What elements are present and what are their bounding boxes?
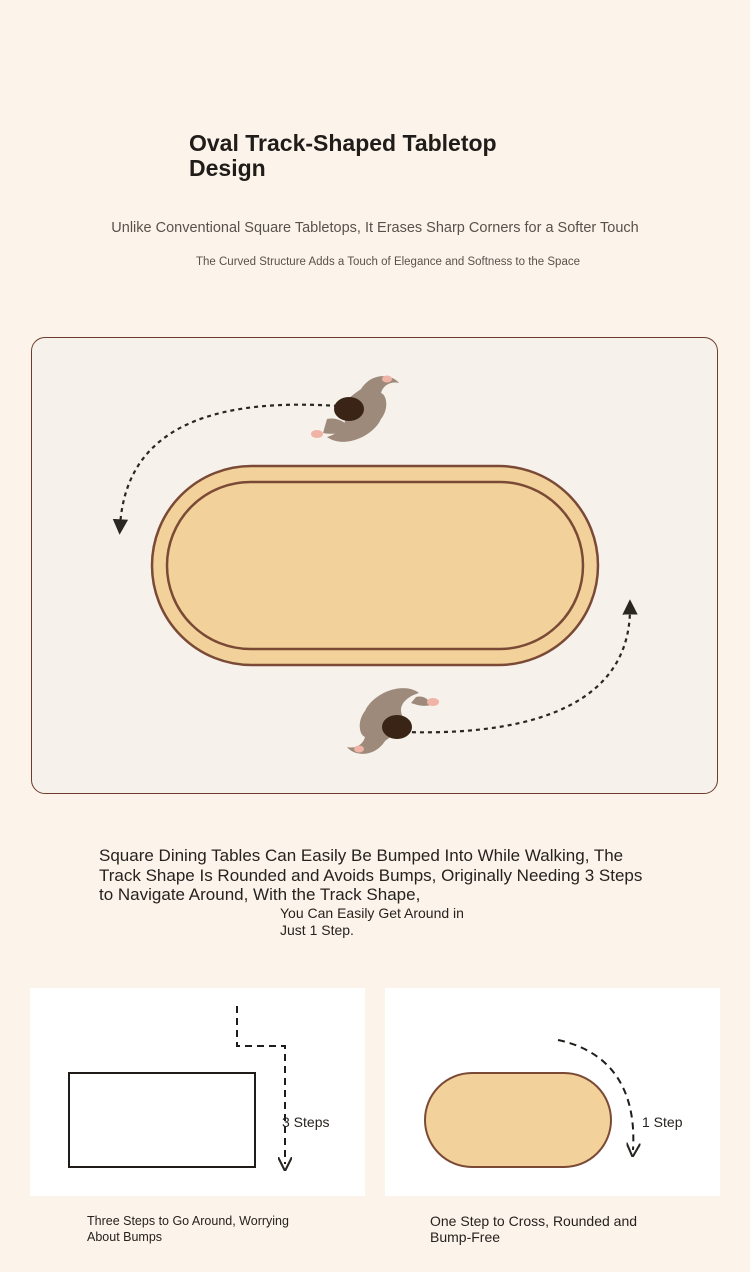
subtitle: Unlike Conventional Square Tabletops, It Erases Sharp Corners for a Softer Touch <box>111 220 639 236</box>
oval-table-caption: One Step to Cross, Rounded and Bump-Free <box>430 1213 638 1245</box>
three-steps-label: 3 Steps <box>282 1114 330 1130</box>
tagline: The Curved Structure Adds a Touch of Elegance and Softness to the Space <box>195 256 580 268</box>
oval-table-card <box>385 988 720 1196</box>
oval-table-top <box>152 466 598 665</box>
one-step-label: 1 Step <box>642 1114 683 1130</box>
oval-table-illustration <box>31 337 718 794</box>
square-table-shape <box>69 1073 255 1167</box>
oval-table-shape <box>425 1073 611 1167</box>
person-bottom-icon <box>347 688 439 754</box>
square-table-caption: Three Steps to Go Around, Worrying About Bumps <box>87 1214 289 1244</box>
description-main: Square Dining Tables Can Easily Be Bumped Into While Walking, The Track Shape Is Rounded and Avoids Bumps, Originally Needing 3 Steps to Navigate Around, With the Track Shape, <box>99 846 643 904</box>
square-table-card <box>30 988 365 1196</box>
description-emphasis: You Can Easily Get Around in Just 1 Step. <box>280 905 464 938</box>
person-top-icon <box>311 376 399 442</box>
page-title: Oval Track-Shaped Tabletop Design <box>189 130 497 181</box>
